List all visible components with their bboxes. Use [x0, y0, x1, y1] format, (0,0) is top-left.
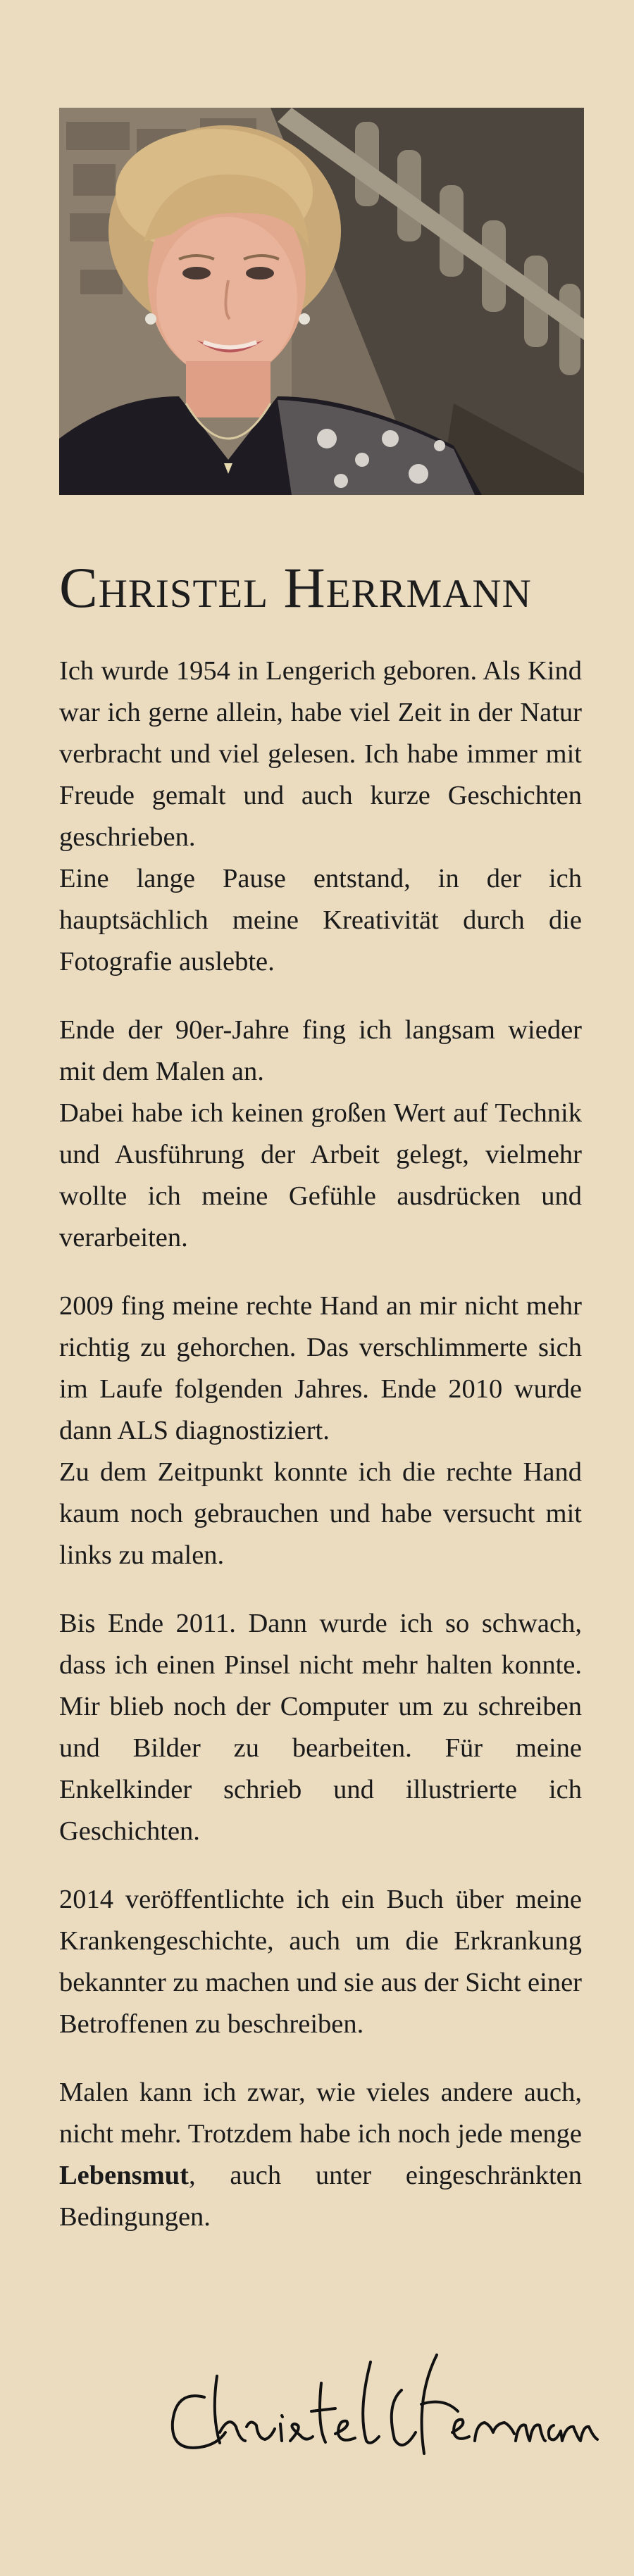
closing-text-before: Malen kann ich zwar, wie vieles andere auch, nicht mehr. Trotzdem habe ich noch jede menge	[59, 2078, 582, 2149]
bio-line: Ich wurde 1954 in Lengerich geboren. Als Kind war ich gerne allein, habe viel Zeit in der Natur verbracht und viel gelesen. Ich habe immer mit Freude gemalt und auch kurze Geschichten geschrieben.	[59, 656, 582, 852]
bio-closing-paragraph	[59, 2072, 582, 2238]
author-name: Christel Herrmann	[59, 555, 532, 620]
handwritten-signature	[162, 2348, 599, 2468]
bio-line: Dabei habe ich keinen großen Wert auf Technik und Ausführung der Arbeit gelegt, vielmehr wollte ich meine Gefühle ausdrücken und verarbeiten.	[59, 1098, 582, 1252]
bio-line: Eine lange Pause entstand, in der ich hauptsächlich meine Kreativität durch die Fotografie auslebte.	[59, 864, 582, 976]
bio-paragraph-1	[59, 651, 582, 983]
bio-line: Ende der 90er-Jahre fing ich langsam wieder mit dem Malen an.	[59, 1015, 582, 1086]
bio-line: Zu dem Zeitpunkt konnte ich die rechte Hand kaum noch gebrauchen und habe versucht mit links zu malen.	[59, 1457, 582, 1570]
closing-text-after: , auch unter eingeschränkten Bedingungen.	[59, 2161, 582, 2232]
author-portrait	[59, 108, 584, 495]
bio-paragraph-2	[59, 1010, 582, 1259]
bio-line: Bis Ende 2011. Dann wurde ich so schwach, dass ich einen Pinsel nicht mehr halten konnte. Mir blieb noch der Computer um zu schreiben und Bilder zu bearbeiten. Für meine Enkelkinder schrieb und illustrierte ich Geschichten.	[59, 1609, 582, 1846]
emphasis-lebensmut: Lebensmut	[59, 2161, 189, 2190]
bio-line: 2009 fing meine rechte Hand an mir nicht mehr richtig zu gehorchen. Das verschlimmerte sich im Laufe folgenden Jahres. Ende 2010 wurde dann ALS diagnostiziert.	[59, 1291, 582, 1445]
bio-paragraph-5	[59, 1879, 582, 2045]
bio-paragraph-3	[59, 1286, 582, 1576]
bio-paragraph-4	[59, 1603, 582, 1852]
biography-text	[59, 651, 582, 2238]
bio-line: 2014 veröffentlichte ich ein Buch über meine Krankengeschichte, auch um die Erkrankung bekannter zu machen und sie aus der Sicht einer Betroffenen zu beschreiben.	[59, 1885, 582, 2039]
signature-graphic	[162, 2348, 599, 2468]
portrait-image	[59, 108, 584, 495]
